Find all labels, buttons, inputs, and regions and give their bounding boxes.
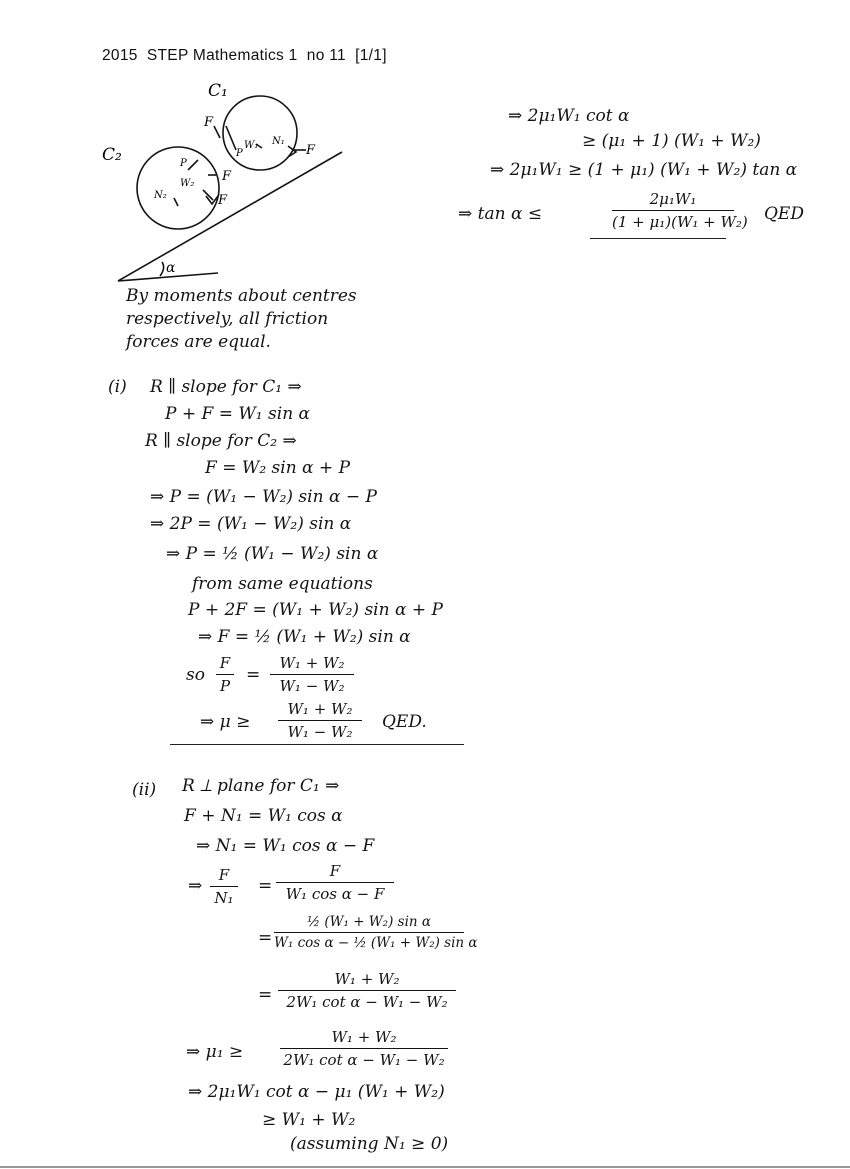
label-n1: N₁ <box>272 136 285 147</box>
right-line-1: ⇒ 2μ₁W₁ cot α <box>508 106 630 126</box>
label-f-low: F <box>218 193 228 208</box>
fraction-ratio-den: W₁ − W₂ <box>279 677 345 695</box>
fraction-mu-bound-num: W₁ + W₂ <box>287 700 353 718</box>
label-w1: W₁ <box>244 140 259 151</box>
part2-line-3: ⇒ N₁ = W₁ cos α − F <box>196 836 375 856</box>
part1-equals: = <box>246 665 261 685</box>
note-line-1: By moments about centres <box>126 286 357 306</box>
part1-line-4: F = W₂ sin α + P <box>205 458 351 478</box>
fraction-f-over-p-den: P <box>219 677 231 695</box>
right-qed: QED <box>764 204 804 224</box>
label-w2: W₂ <box>180 178 195 189</box>
page-header: 2015 STEP Mathematics 1 no 11 [1/1] <box>102 47 387 64</box>
scan-edge <box>0 1166 850 1168</box>
part2-ineq-3: (assuming N₁ ≥ 0) <box>290 1134 449 1154</box>
label-p-c2: P <box>180 158 187 169</box>
fraction-step-2-den: W₁ cos α − ½ (W₁ + W₂) sin α <box>274 935 478 951</box>
part-divider <box>170 744 464 745</box>
part1-line-9: P + 2F = (W₁ + W₂) sin α + P <box>188 600 443 620</box>
part2-eq-3: = <box>258 985 273 1005</box>
part1-line-2: P + F = W₁ sin α <box>165 404 311 424</box>
fraction-step-2-num: ½ (W₁ + W₂) sin α <box>306 914 432 930</box>
fraction-step-3 <box>278 970 456 1011</box>
fraction-mu-bound <box>278 700 362 741</box>
note-line-2: respectively, all friction <box>126 309 329 329</box>
fraction-step-1-num: F <box>329 862 341 880</box>
fraction-tan-bound-den: (1 + μ₁)(W₁ + W₂) <box>612 213 748 231</box>
circle-c2 <box>137 147 219 229</box>
part2-ineq-1: ⇒ 2μ₁W₁ cot α − μ₁ (W₁ + W₂) <box>188 1082 445 1102</box>
label-c1: C₁ <box>208 81 228 101</box>
fraction-f-over-p-num: F <box>219 654 231 672</box>
label-f-right: F <box>306 143 316 158</box>
part1-line-6: ⇒ 2P = (W₁ − W₂) sin α <box>150 514 352 534</box>
label-f-top: F <box>204 115 214 130</box>
fraction-mu1-bound <box>280 1028 448 1069</box>
part1-line-7: ⇒ P = ½ (W₁ − W₂) sin α <box>166 544 379 564</box>
fraction-tan-bound <box>612 190 748 231</box>
fraction-step-3-den: 2W₁ cot α − W₁ − W₂ <box>286 993 448 1011</box>
fraction-mu-bound-den: W₁ − W₂ <box>287 723 353 741</box>
part2-eq-2: = <box>258 928 273 948</box>
circle-c1 <box>223 96 297 170</box>
fraction-f-over-n1 <box>210 866 238 907</box>
part1-qed: QED. <box>382 712 427 732</box>
part1-mu-lhs: ⇒ μ ≥ <box>200 712 251 732</box>
fraction-ratio-num: W₁ + W₂ <box>279 654 345 672</box>
part1-label: (i) <box>108 377 127 397</box>
fraction-f-over-n1-den: N₁ <box>214 889 234 907</box>
part2-mu1-lhs: ⇒ μ₁ ≥ <box>186 1042 244 1062</box>
part2-line-1: R ⟂ plane for C₁ ⇒ <box>182 776 340 796</box>
part1-so: so <box>186 665 205 685</box>
part1-line-5: ⇒ P = (W₁ − W₂) sin α − P <box>150 487 377 507</box>
part1-line-3: R ∥ slope for C₂ ⇒ <box>145 431 297 451</box>
right-line-4-lhs: ⇒ tan α ≤ <box>458 204 543 224</box>
part2-label: (ii) <box>132 780 157 800</box>
part2-arrow: ⇒ <box>188 876 203 896</box>
fraction-ratio <box>270 654 354 695</box>
fraction-step-2 <box>274 914 478 951</box>
right-line-2: ≥ (μ₁ + 1) (W₁ + W₂) <box>582 131 761 151</box>
part1-line-10: ⇒ F = ½ (W₁ + W₂) sin α <box>198 627 411 647</box>
label-alpha: α <box>166 260 176 276</box>
fraction-mu1-bound-den: 2W₁ cot α − W₁ − W₂ <box>283 1051 445 1069</box>
fraction-step-1-den: W₁ cos α − F <box>285 885 385 903</box>
angle-arc <box>160 262 164 276</box>
fraction-f-over-n1-num: F <box>218 866 230 884</box>
part2-eq-1: = <box>258 876 273 896</box>
label-c2: C₂ <box>102 145 122 165</box>
right-underline <box>590 238 726 239</box>
note-line-3: forces are equal. <box>126 332 271 352</box>
fraction-f-over-p <box>216 654 234 695</box>
part1-line-8: from same equations <box>192 574 373 594</box>
label-p-c1: P <box>236 148 243 159</box>
fraction-tan-bound-num: 2μ₁W₁ <box>649 190 697 208</box>
part1-line-1: R ∥ slope for C₁ ⇒ <box>150 377 302 397</box>
label-n2: N₂ <box>154 190 167 201</box>
fraction-mu1-bound-num: W₁ + W₂ <box>331 1028 397 1046</box>
part2-line-2: F + N₁ = W₁ cos α <box>184 806 343 826</box>
part2-ineq-2: ≥ W₁ + W₂ <box>262 1110 356 1130</box>
fraction-step-1 <box>276 862 394 903</box>
fraction-step-3-num: W₁ + W₂ <box>334 970 400 988</box>
right-line-3: ⇒ 2μ₁W₁ ≥ (1 + μ₁) (W₁ + W₂) tan α <box>490 160 798 180</box>
label-f-mid: F <box>222 169 232 184</box>
